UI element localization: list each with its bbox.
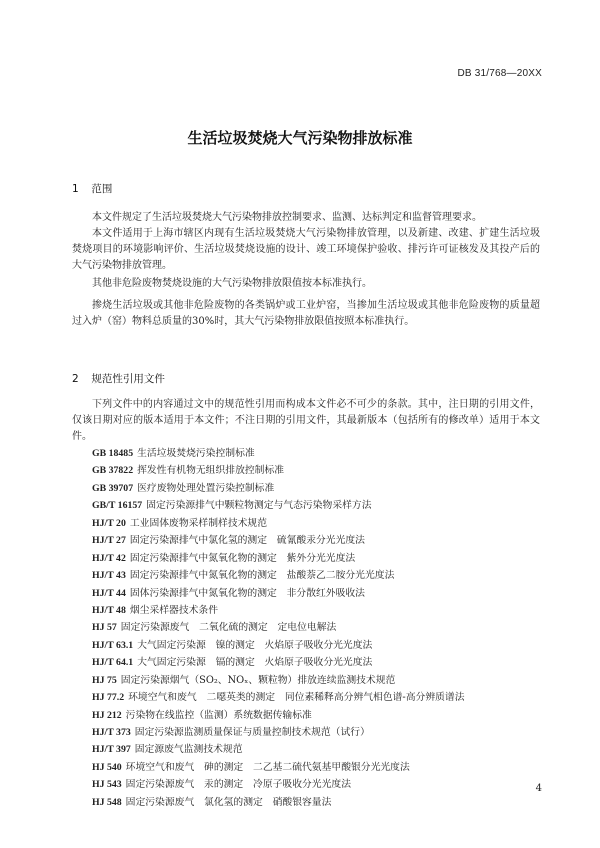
reference-code: HJ 75	[92, 674, 117, 686]
reference-code: HJ/T 43	[92, 570, 126, 582]
reference-item	[92, 480, 465, 497]
reference-title: 污染物在线监控（监测）系统数据传输标准	[125, 709, 312, 721]
section-title: 范围	[91, 183, 113, 195]
reference-code: GB 39707	[92, 482, 134, 494]
section-number: 1	[72, 183, 79, 195]
reference-code: HJ/T 20	[92, 517, 126, 529]
reference-title: 工业固体废物采样制样技术规范	[129, 517, 268, 529]
reference-list	[92, 445, 465, 811]
reference-item	[92, 515, 465, 532]
section-2-intro: 下列文件中的内容通过文中的规范性引用而构成本文件必不可少的条款。其中，注日期的引用文件，仅该日期对应的版本适用于本文件；不注日期的引用文件，其最新版本（包括所有的修改单）适用于本文件。	[72, 399, 540, 442]
page-number: 4	[535, 783, 542, 794]
reference-item	[92, 497, 465, 514]
reference-title: 挥发性有机物无组织排放控制标准	[137, 465, 285, 477]
reference-item	[92, 637, 465, 654]
reference-title: 环境空气和废气 砷的测定 二乙基二硫代氨基甲酸银分光光度法	[125, 761, 410, 773]
reference-code: HJ 543	[92, 779, 122, 791]
reference-title: 烟尘采样器技术条件	[129, 604, 219, 616]
reference-item	[92, 602, 465, 619]
reference-title: 固定源废气监测技术规范	[134, 744, 243, 756]
reference-code: HJ/T 44	[92, 587, 126, 599]
reference-item	[92, 794, 465, 811]
reference-title: 固体污染源排气中氮氧化物的测定 非分散红外吸收法	[129, 587, 365, 599]
section-1-paragraph: 本文件适用于上海市辖区内现有生活垃圾焚烧大气污染物排放管理，以及新建、改建、扩建生活垃圾焚烧项目的环境影响评价、生活垃圾焚烧设施的设计、竣工环境保护验收、排污许可证核发及其投产后的大气污染物排放管理。	[72, 228, 540, 271]
reference-item	[92, 741, 465, 758]
reference-item	[92, 759, 465, 776]
reference-item	[92, 567, 465, 584]
document-title: 生活垃圾焚烧大气污染物排放标准	[187, 129, 413, 147]
reference-item	[92, 776, 465, 793]
section-1-paragraph: 其他非危险废物焚烧设施的大气污染物排放限值按本标准执行。	[92, 278, 372, 289]
reference-code: HJ/T 27	[92, 535, 126, 547]
reference-item	[92, 445, 465, 462]
reference-code: HJ/T 397	[92, 744, 131, 756]
reference-code: GB/T 16157	[92, 500, 143, 512]
reference-code: HJ/T 48	[92, 604, 126, 616]
reference-title: 固定污染源废气 汞的测定 冷原子吸收分光光度法	[125, 779, 351, 791]
reference-code: HJ/T 64.1	[92, 657, 134, 669]
reference-item	[92, 532, 465, 549]
reference-item	[92, 550, 465, 567]
reference-title: 大气固定污染源 镉的测定 火焰原子吸收分光光度法	[137, 657, 373, 669]
section-1-paragraph: 本文件规定了生活垃圾焚烧大气污染物排放控制要求、监测、达标判定和监督管理要求。	[92, 212, 482, 223]
reference-item	[92, 689, 465, 706]
reference-code: GB 18485	[92, 448, 134, 459]
reference-item	[92, 619, 465, 636]
reference-code: HJ 540	[92, 761, 122, 773]
reference-title: 医疗废物处理处置污染控制标准	[137, 482, 275, 494]
reference-code: HJ/T 63.1	[92, 639, 134, 651]
reference-title: 固定污染源监测质量保证与质量控制技术规范（试行）	[134, 727, 370, 738]
reference-code: HJ 57	[92, 622, 117, 634]
reference-code: HJ/T 42	[92, 552, 126, 564]
reference-code: HJ 77.2	[92, 692, 125, 704]
reference-title: 固定污染源排气中颗粒物测定与气态污染物采样方法	[146, 500, 372, 512]
reference-title: 大气固定污染源 镍的测定 火焰原子吸收分光光度法	[137, 639, 373, 651]
section-2-heading	[72, 371, 165, 386]
reference-item	[92, 654, 465, 671]
section-number: 2	[72, 373, 79, 385]
reference-title: 环境空气和废气 二噁英类的测定 同位素稀释高分辨气相色谱-高分辨质谱法	[128, 692, 465, 704]
reference-item	[92, 724, 465, 741]
reference-code: HJ 212	[92, 709, 122, 721]
reference-title: 固定污染源烟气（SO₂、NOₓ、颗粒物）排放连续监测技术规范	[120, 674, 396, 686]
reference-title: 固定污染源废气 二氧化硫的测定 定电位电解法	[120, 622, 337, 634]
reference-title: 固定污染源排气中氯化氢的测定 硫氰酸汞分光光度法	[129, 535, 365, 547]
section-title: 规范性引用文件	[91, 373, 165, 385]
section-1-paragraph: 掺烧生活垃圾或其他非危险废物的各类锅炉或工业炉窑，当掺加生活垃圾或其他非危险废物的质量超过入炉（窑）物料总质量的30%时，其大气污染物排放限值按照本标准执行。	[72, 300, 540, 327]
reference-code: HJ/T 373	[92, 727, 131, 738]
section-1-heading	[72, 181, 112, 196]
reference-item	[92, 585, 465, 602]
reference-item	[92, 707, 465, 724]
reference-title: 固定污染源排气中氮氧化物的测定 紫外分光光度法	[129, 552, 356, 564]
document-id: DB 31/768—20XX	[457, 68, 542, 79]
reference-title: 生活垃圾焚烧污染控制标准	[137, 448, 255, 459]
reference-code: GB 37822	[92, 465, 134, 477]
reference-item	[92, 672, 465, 689]
reference-code: HJ 548	[92, 796, 122, 808]
reference-title: 固定污染源废气 氯化氢的测定 硝酸银容量法	[125, 796, 332, 808]
reference-title: 固定污染源排气中氮氧化物的测定 盐酸萘乙二胺分光光度法	[129, 570, 395, 582]
reference-item	[92, 462, 465, 479]
